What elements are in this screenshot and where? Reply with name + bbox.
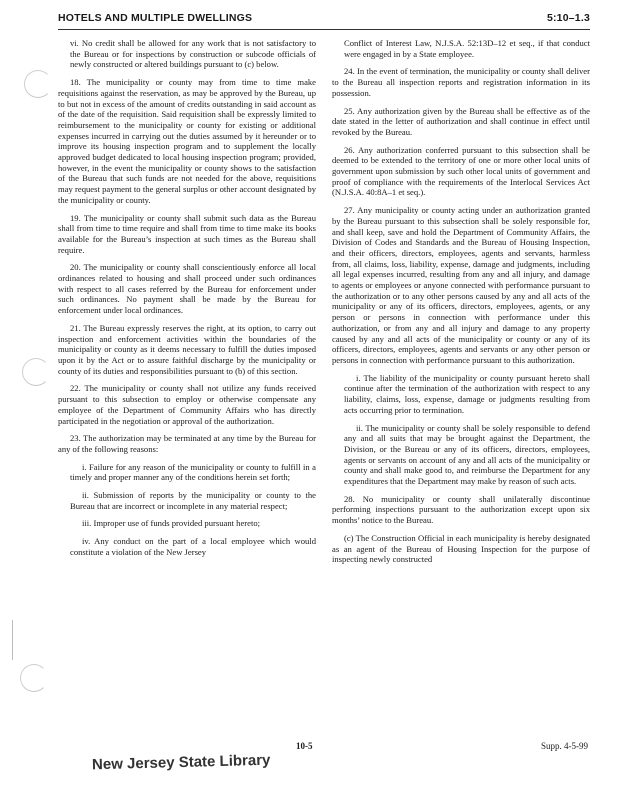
paragraph-18: 18. The municipality or county may from time to time make requisitions against the reservation, as may be approved by the Bureau, up to but not in excess of the amount of credits outstanding in said account as of the date of the requisition. Said requisition shall be expressly limited to reimbursement to the municipality or county for existing or additional expenses incurred in carrying out the duties assumed by it hereunder or to improve its housing inspection program and to supplement the locally approved budget dedicated to local housing inspection program; provided, however, in the event the municipality or county shows to the satisfaction of the Bureau that such funds are not needed for the above, requisitions may request payment to the general surplus or other account designated by the municipality or county. — [58, 77, 316, 205]
paragraph-26: 26. Any authorization conferred pursuant to this subsection shall be deemed to be extended to the territory of one or more other local units of government upon submission by such other local units of government and proof of compliance with the requirements of the Interlocal Services Act (N.J.S.A. 40:8A–1 et seq.). — [332, 144, 590, 198]
left-column — [58, 38, 316, 565]
page-number: 10-5 — [296, 741, 313, 751]
list-item-27-i: i. The liability of the municipality or county pursuant hereto shall continue after the termination of the authorization with respect to any liability, claims, loss, expense, damage or judgments resulting from acts occurring prior to termination. — [344, 372, 590, 415]
punch-hole-mark — [24, 70, 52, 98]
header-rule — [58, 29, 590, 30]
paragraph-19: 19. The municipality or county shall submit such data as the Bureau shall from time to time require and shall from time to time make its books available for the Bureau’s inspection at such times as the Bureau shall require. — [58, 212, 316, 255]
punch-hole-mark — [22, 358, 50, 386]
running-header — [58, 12, 590, 28]
paragraph-c: (c) The Construction Official in each municipality is hereby designated as an agent of the Bureau of Housing Inspection for the purpose of inspecting newly constructed — [332, 532, 590, 565]
paragraph-24: 24. In the event of termination, the municipality or county shall deliver to the Bureau all inspection reports and registration information in its possession. — [332, 66, 590, 98]
list-item-23-ii: ii. Submission of reports by the municipality or county to the Bureau that are incorrect or incomplete in any material respect; — [70, 490, 316, 511]
list-item-23-iv: iv. Any conduct on the part of a local employee which would constitute a violation of the New Jersey — [70, 536, 316, 557]
paragraph-22: 22. The municipality or county shall not utilize any funds received pursuant to this subsection to employ or otherwise compensate any employee of the Department of Community Affairs who has directly participated in the negotiation or approval of the authorization. — [58, 383, 316, 426]
paragraph-28: 28. No municipality or county shall unilaterally discontinue performing inspections pursuant to the authorization except upon six months’ notice to the Bureau. — [332, 493, 590, 526]
header-title: HOTELS AND MULTIPLE DWELLINGS — [58, 12, 253, 24]
list-item-23-i: i. Failure for any reason of the municipality or county to fulfill in a timely and proper manner any of the conditions herein set forth; — [70, 461, 316, 483]
paragraph-21: 21. The Bureau expressly reserves the right, at its option, to carry out inspection and enforcement activities within the boundaries of the municipality or county as it deems necessary to fulfill the duties imposed upon it by the Act or to assure faithful discharge by the municipality or county of its duties and responsibilities pursuant to (b) of this section. — [58, 322, 316, 376]
list-item-27-ii: ii. The municipality or county shall be solely responsible to defend any and all suits that may be brought against the Department, the Division, or the Bureau or any of its officers, directors, employees, agents or servants on account of any and all acts of the municipality or county and shall make good to, and reimburse the Department for any expenditures that the Department may make by reason of such acts. — [344, 422, 590, 487]
list-item-23-iii: iii. Improper use of funds provided pursuant hereto; — [82, 518, 261, 529]
punch-hole-mark — [20, 664, 48, 692]
paragraph-continuation: Conflict of Interest Law, N.J.S.A. 52:13D–12 et seq., if that conduct were engaged in by a State employee. — [344, 38, 590, 59]
paragraph-27: 27. Any municipality or county acting under an authorization granted by the Bureau pursuant to this subsection shall be solely responsible for, and shall keep, save and hold the Department of Community Affairs, the Division of Codes and Standards and the Bureau of Housing Inspection, and their officers, directors, employees, agents and servants, harmless from, all claims, loss, liability, expense, damage and judgments, including all legal expenses incurred, resulting from any and all injury, and damage to agents or employees or anyone connected with performance pursuant to the authorization or to any other persons caused by any and all acts of the municipality or any of its officers, directors, employees, agents, or any person or persons in connection with performance under this authorization, or from any and all injury and damage to any property caused by any and all acts of the municipality or county or any of its officers, directors, employees, agents and servants or any other person or persons in connection with performance pursuant to this authorization. — [332, 205, 590, 365]
paragraph-vi: vi. No credit shall be allowed for any work that is not satisfactory to the Bureau or for inspections by construction or subcode officials of newly constructed or altered buildings pursuant to (c) below. — [70, 38, 316, 70]
right-column — [332, 38, 590, 572]
supplement-date: Supp. 4-5-99 — [541, 741, 588, 751]
library-stamp: New Jersey State Library — [91, 751, 271, 774]
paragraph-23: 23. The authorization may be terminated at any time by the Bureau for any of the following reasons: — [58, 433, 316, 454]
header-section-number: 5:10–1.3 — [546, 12, 590, 24]
margin-mark — [12, 620, 13, 660]
paragraph-25: 25. Any authorization given by the Bureau shall be effective as of the date stated in the letter of authorization and shall continue in effect until revoked by the Bureau. — [332, 105, 590, 137]
paragraph-20: 20. The municipality or county shall conscientiously enforce all local ordinances related to housing and shall proceed under such ordinances with respect to all cases referred by the Bureau for enforcement under such ordinances. No payment shall be made by the Bureau for enforcement under local ordinances. — [58, 262, 316, 316]
